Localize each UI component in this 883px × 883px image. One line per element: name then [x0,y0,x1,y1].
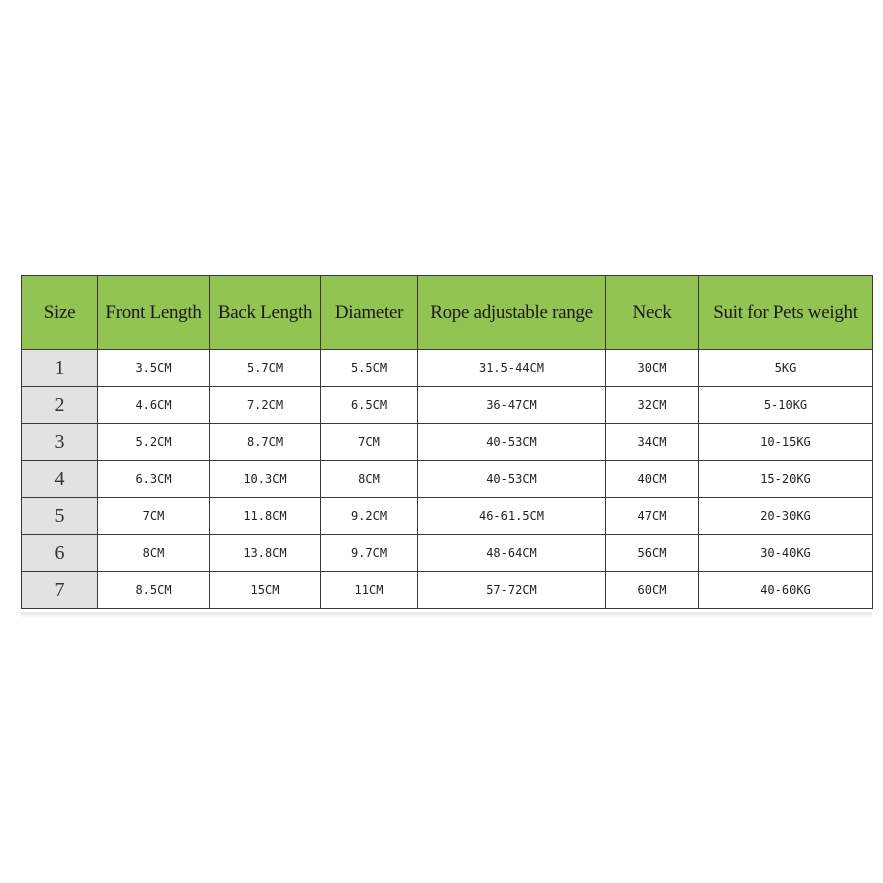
rope-range-cell: 31.5-44CM [418,350,606,387]
header-size: Size [22,276,98,350]
diameter-cell: 8CM [321,461,418,498]
table-row [22,498,873,535]
rope-range-cell: 48-64CM [418,535,606,572]
size-cell: 7 [22,572,98,609]
pet-weight-cell: 5-10KG [699,387,873,424]
size-cell: 1 [22,350,98,387]
table-row [22,461,873,498]
neck-cell: 40CM [606,461,699,498]
header-row [22,276,873,350]
pet-weight-cell: 5KG [699,350,873,387]
back-length-cell: 11.8CM [210,498,321,535]
rope-range-cell: 57-72CM [418,572,606,609]
neck-cell: 32CM [606,387,699,424]
pet-weight-cell: 30-40KG [699,535,873,572]
header-front-length: Front Length [98,276,210,350]
diameter-cell: 11CM [321,572,418,609]
neck-cell: 47CM [606,498,699,535]
front-length-cell: 7CM [98,498,210,535]
front-length-cell: 8CM [98,535,210,572]
front-length-cell: 6.3CM [98,461,210,498]
table-row [22,387,873,424]
neck-cell: 34CM [606,424,699,461]
pet-weight-cell: 10-15KG [699,424,873,461]
rope-range-cell: 40-53CM [418,461,606,498]
pet-weight-cell: 15-20KG [699,461,873,498]
header-neck: Neck [606,276,699,350]
front-length-cell: 8.5CM [98,572,210,609]
back-length-cell: 10.3CM [210,461,321,498]
neck-cell: 56CM [606,535,699,572]
pet-weight-cell: 40-60KG [699,572,873,609]
diameter-cell: 5.5CM [321,350,418,387]
back-length-cell: 13.8CM [210,535,321,572]
header-rope-range: Rope adjustable range [418,276,606,350]
diameter-cell: 9.2CM [321,498,418,535]
table-row [22,424,873,461]
size-cell: 6 [22,535,98,572]
size-chart-table [21,275,873,609]
table-row [22,572,873,609]
front-length-cell: 5.2CM [98,424,210,461]
rope-range-cell: 36-47CM [418,387,606,424]
header-pet-weight: Suit for Pets weight [699,276,873,350]
header-diameter: Diameter [321,276,418,350]
diameter-cell: 7CM [321,424,418,461]
back-length-cell: 7.2CM [210,387,321,424]
diameter-cell: 9.7CM [321,535,418,572]
rope-range-cell: 46-61.5CM [418,498,606,535]
table-row [22,350,873,387]
size-cell: 3 [22,424,98,461]
back-length-cell: 8.7CM [210,424,321,461]
table-row [22,535,873,572]
front-length-cell: 4.6CM [98,387,210,424]
neck-cell: 30CM [606,350,699,387]
size-cell: 4 [22,461,98,498]
size-cell: 5 [22,498,98,535]
neck-cell: 60CM [606,572,699,609]
front-length-cell: 3.5CM [98,350,210,387]
size-cell: 2 [22,387,98,424]
back-length-cell: 15CM [210,572,321,609]
header-back-length: Back Length [210,276,321,350]
pet-weight-cell: 20-30KG [699,498,873,535]
rope-range-cell: 40-53CM [418,424,606,461]
back-length-cell: 5.7CM [210,350,321,387]
table-bottom-divider [21,612,872,618]
diameter-cell: 6.5CM [321,387,418,424]
